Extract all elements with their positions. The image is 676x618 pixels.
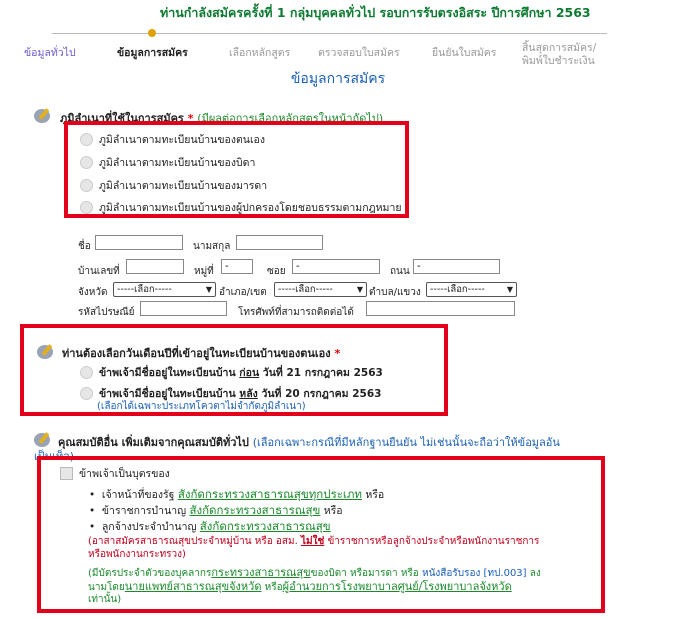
subdistrict-label: ตำบล/แขวง	[369, 287, 421, 298]
progress-indicator	[148, 29, 156, 37]
volunteer-note-line2: หรือพนักงานกระทรวง)	[88, 549, 186, 560]
child-of-checkbox[interactable]	[60, 465, 170, 482]
moo-label: หมู่ที่	[194, 266, 214, 277]
phone-label: โทรศัพท์ที่สามารถติดต่อได้	[238, 307, 354, 318]
note-text: ของบิดา หรือมารดา หรือ	[310, 568, 419, 579]
note-emphasis: นายแพทย์สาธารณสุขจังหวัด	[124, 580, 262, 593]
subdistrict-select-value: -----เลือก-----	[430, 284, 485, 295]
district-label: อำเภอ/เขต	[219, 287, 267, 298]
bullet-text: ลูกจ้างประจำบำนาญ	[101, 521, 197, 533]
chevron-down-icon: ▼	[506, 285, 513, 294]
extra-hint: (เลือกเฉพาะกรณีที่มีหลักฐานยืนยัน ไม่เช่นนั้นจะถือว่าให้ข้อมูลอัน	[252, 436, 560, 449]
domicile-hint: (มีผลต่อการเลือกหลักสูตรในหน้าถัดไป)	[197, 112, 384, 125]
district-select-value: -----เลือก-----	[278, 284, 333, 295]
radio-button[interactable]	[80, 387, 93, 400]
option-label: ภูมิลำเนาตามทะเบียนบ้านของผู้ปกครองโดยชอบธรรมตามกฎหมาย	[99, 202, 402, 214]
domicile-option-father[interactable]	[80, 154, 255, 171]
radio-button[interactable]	[80, 201, 93, 214]
extra-hint-line2: เป็นเท็จ)	[34, 450, 75, 463]
road-input[interactable]	[413, 259, 500, 274]
step-choose-program[interactable]: เลือกหลักสูตร	[229, 47, 291, 59]
evidence-note-line3: เท่านั้น)	[88, 594, 122, 605]
first-name-label: ชื่อ	[78, 241, 91, 252]
postcode-input[interactable]	[140, 301, 227, 316]
note-text: ข้าราชการหรือลูกจ้างประจำหรือพนักงานราชการ	[327, 536, 540, 547]
option-label: ข้าพเจ้ามีชื่ออยู่ในทะเบียนบ้าน	[99, 367, 236, 379]
note-text: นามโดย	[88, 582, 125, 593]
option-date: วันที่ 20 กรกฎาคม 2563	[261, 388, 382, 400]
note-text: หรือ	[264, 582, 283, 593]
residence-option-before[interactable]	[80, 364, 383, 381]
domicile-label: ภูมิลำเนาที่ใช้ในการสมัคร	[60, 112, 184, 125]
radio-button[interactable]	[80, 133, 93, 146]
domicile-option-guardian[interactable]	[80, 199, 402, 216]
evidence-note-line2	[88, 577, 512, 595]
phone-input[interactable]	[366, 301, 515, 316]
subdistrict-select[interactable]	[426, 282, 517, 297]
option-label: ภูมิลำเนาตามทะเบียนบ้านของบิดา	[99, 157, 256, 169]
note-emphasis: กระทรวงสาธารณสุข	[211, 566, 311, 579]
note-emphasis: ไม่ใช่	[300, 536, 325, 547]
bullet-or: หรือ	[323, 505, 343, 517]
bullet-pensioner: • ข้าราชการบำนาญ สังกัดกระทรวงสาธารณสุข หรือ	[89, 503, 343, 517]
postcode-label: รหัสไปรษณีย์	[78, 307, 135, 318]
province-select-value: -----เลือก-----	[117, 284, 172, 295]
note-emphasis: ผู้อำนวยการโรงพยาบาลศูนย์/โรงพยาบาลจังหวัด	[282, 580, 512, 593]
bullet-text: ข้าราชการบำนาญ	[101, 505, 187, 517]
house-no-label: บ้านเลขที่	[78, 266, 120, 277]
required-mark: *	[334, 347, 341, 360]
pencil-icon	[36, 341, 58, 361]
option-keyword: ก่อน	[239, 367, 260, 379]
soi-input[interactable]	[292, 259, 380, 274]
pencil-icon	[33, 429, 55, 449]
note-certificate: หนังสือรับรอง [ทป.003]	[421, 568, 527, 579]
bullet-affiliation: สังกัดกระทรวงสาธารณสุขทุกประเภท	[177, 487, 363, 501]
house-no-input[interactable]	[126, 259, 184, 274]
option-label: ข้าพเจ้ามีชื่ออยู่ในทะเบียนบ้าน	[99, 388, 236, 400]
radio-button[interactable]	[80, 366, 93, 379]
note-text: (มีบัตรประจำตัวของบุคลากร	[88, 568, 212, 579]
radio-button[interactable]	[80, 179, 93, 192]
checkbox[interactable]	[60, 467, 73, 480]
step-general-info[interactable]: ข้อมูลทั่วไป	[24, 47, 76, 59]
domicile-option-mother[interactable]	[80, 177, 267, 194]
residence-after-hint: (เลือกได้เฉพาะประเภทโควตาไม่จำกัดภูมิลำเนา)	[97, 401, 306, 412]
step-finish-line1[interactable]: สิ้นสุดการสมัคร/	[522, 42, 597, 54]
extra-label: คุณสมบัติอื่น เพิ่มเติมจากคุณสมบัติทั่วไป	[58, 436, 249, 449]
bullet-affiliation: สังกัดกระทรวงสาธารณสุข	[199, 519, 331, 533]
step-confirm[interactable]: ยืนยันใบสมัคร	[432, 47, 497, 59]
option-label: ภูมิลำเนาตามทะเบียนบ้านของมารดา	[99, 180, 268, 192]
radio-button[interactable]	[80, 156, 93, 169]
first-name-input[interactable]	[95, 235, 183, 250]
required-mark: *	[187, 112, 194, 125]
checkbox-label: ข้าพเจ้าเป็นบุตรของ	[79, 468, 170, 480]
last-name-input[interactable]	[236, 235, 323, 250]
bullet-text: เจ้าหน้าที่ของรัฐ	[101, 489, 175, 501]
residence-question	[62, 344, 340, 362]
option-date: วันที่ 21 กรกฎาคม 2563	[262, 367, 383, 379]
step-review[interactable]: ตรวจสอบใบสมัคร	[318, 47, 400, 59]
province-label: จังหวัด	[78, 287, 108, 298]
wizard-steps	[0, 40, 676, 70]
step-finish-line2[interactable]: พิมพ์ใบชำระเงิน	[522, 55, 595, 67]
option-keyword: หลัง	[239, 388, 258, 400]
section-title: ข้อมูลการสมัคร	[290, 71, 386, 87]
bullet-or: หรือ	[365, 489, 385, 501]
moo-input[interactable]	[221, 259, 253, 274]
last-name-label: นามสกุล	[193, 241, 231, 252]
page-header-title: ท่านกำลังสมัครครั้งที่ 1 กลุ่มบุคคลทั่วไป รอบการรับตรงอิสระ ปีการศึกษา 2563	[160, 5, 591, 20]
soi-label: ซอย	[267, 266, 286, 277]
chevron-down-icon: ▼	[205, 285, 212, 294]
option-label: ภูมิลำเนาตามทะเบียนบ้านของตนเอง	[99, 134, 265, 146]
progress-track	[52, 33, 607, 34]
chevron-down-icon: ▼	[356, 285, 363, 294]
bullet-officer: • เจ้าหน้าที่ของรัฐ สังกัดกระทรวงสาธารณสุขทุกประเภท หรือ	[89, 487, 385, 501]
note-text: ลง	[529, 568, 541, 579]
road-label: ถนน	[390, 266, 410, 277]
pencil-icon	[33, 105, 55, 125]
bullet-affiliation: สังกัดกระทรวงสาธารณสุข	[189, 503, 321, 517]
step-application-info: ข้อมูลการสมัคร	[117, 47, 188, 59]
district-select[interactable]	[274, 282, 367, 297]
extra-question	[58, 433, 560, 451]
province-select[interactable]	[113, 282, 216, 297]
note-text: (อาสาสมัครสาธารณสุขประจำหมู่บ้าน หรือ อสม.	[88, 536, 298, 547]
domicile-option-self[interactable]	[80, 131, 265, 148]
residence-label: ท่านต้องเลือกวันเดือนปีที่เข้าอยู่ในทะเบียนบ้านของตนเอง	[62, 347, 331, 360]
bullet-employee: • ลูกจ้างประจำบำนาญ สังกัดกระทรวงสาธารณสุข	[89, 519, 331, 533]
